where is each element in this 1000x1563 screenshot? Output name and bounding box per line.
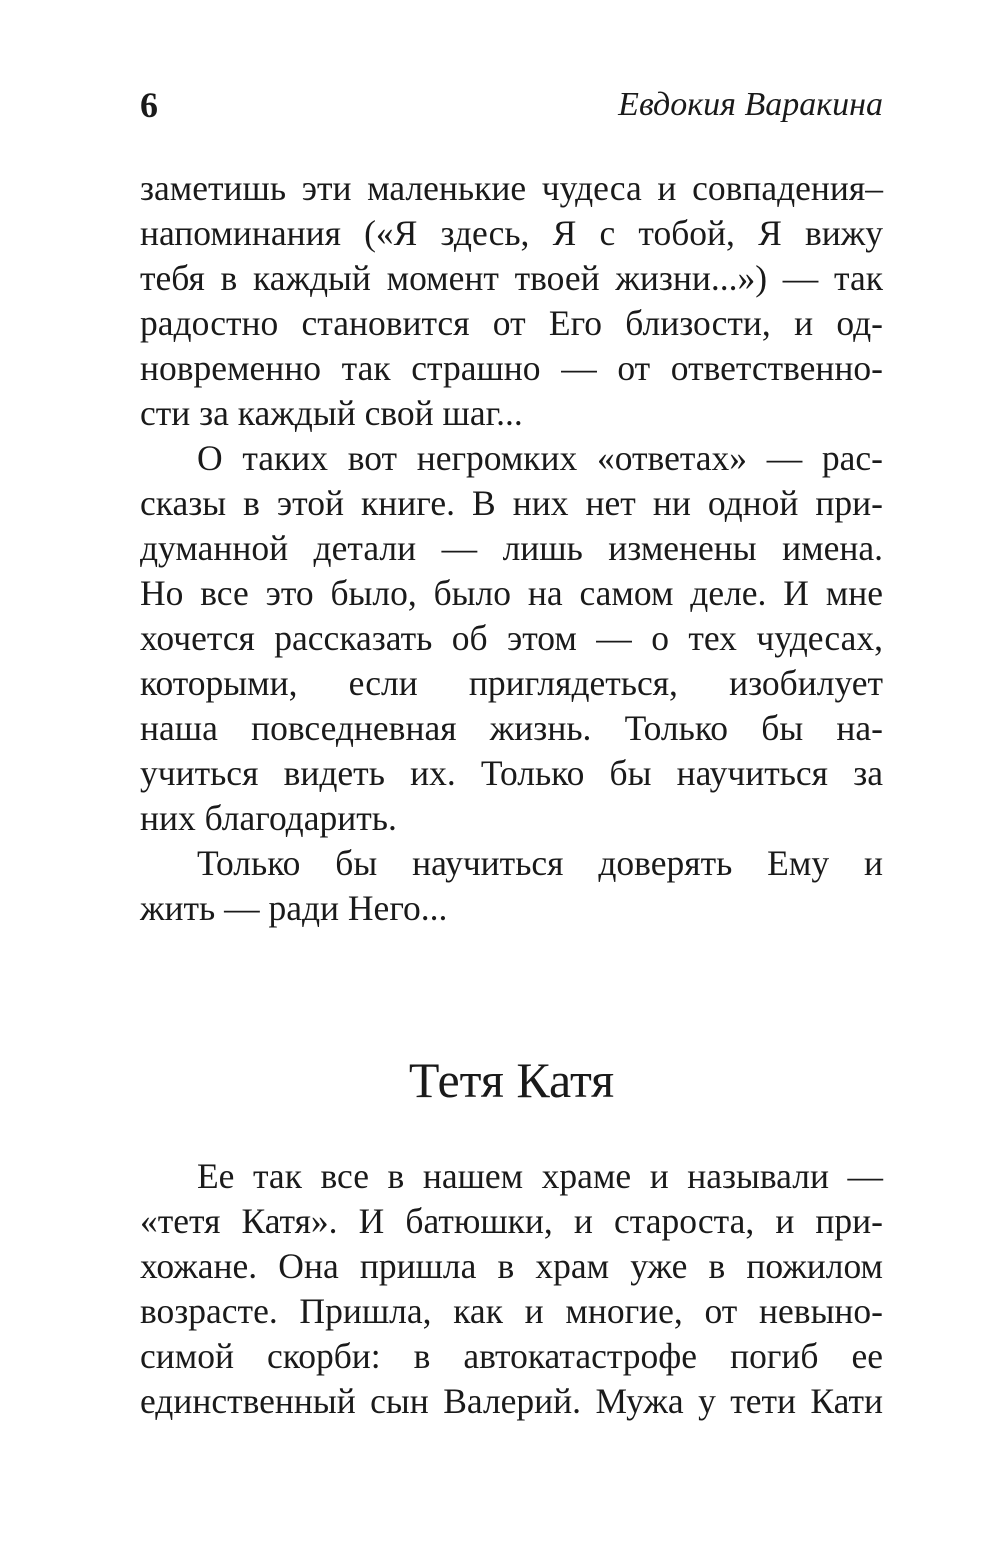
running-head — [140, 80, 883, 130]
text-line: новременно так страшно — от ответственно- — [140, 348, 883, 388]
intro-text — [140, 166, 883, 931]
text-line: Только бы научиться доверять Ему и — [197, 843, 883, 883]
text-line: симой скорби: в автокатастрофе погиб ее — [140, 1336, 883, 1376]
text-line: них благодарить. — [140, 798, 397, 838]
text-line: О таких вот негромких «ответах» — рас- — [197, 438, 883, 478]
page-number: 6 — [140, 85, 158, 125]
text-line: которыми, если приглядеться, изобилует — [140, 663, 883, 703]
text-line: напоминания («Я здесь, Я с тобой, Я вижу — [140, 213, 883, 253]
text-line: Ее так все в нашем храме и называли — — [197, 1156, 883, 1196]
chapter-title: Тетя Катя — [408, 1052, 615, 1108]
text-line: хочется рассказать об этом — о тех чудесах, — [140, 618, 883, 658]
text-line: сти за каждый свой шаг... — [140, 393, 523, 433]
text-line: наша повседневная жизнь. Только бы на- — [140, 708, 883, 748]
text-line: хожане. Она пришла в храм уже в пожилом — [140, 1246, 883, 1286]
chapter-text — [140, 1154, 883, 1424]
text-line: тебя в каждый момент твоей жизни...») — так — [140, 258, 883, 298]
text-line: заметишь эти маленькие чудеса и совпадения– — [140, 168, 883, 208]
text-line: единственный сын Валерий. Мужа у тети Кати — [140, 1381, 883, 1421]
text-line: сказы в этой книге. В них нет ни одной при- — [140, 483, 883, 523]
text-line: учиться видеть их. Только бы научиться за — [140, 753, 883, 793]
text-line: Но все это было, было на самом деле. И мне — [140, 573, 883, 613]
text-line: жить — ради Него... — [140, 888, 448, 928]
text-line: «тетя Катя». И батюшки, и староста, и при- — [140, 1201, 883, 1241]
text-line: радостно становится от Его близости, и од- — [140, 303, 883, 343]
author-name: Евдокия Варакина — [618, 86, 883, 123]
text-line: возрасте. Пришла, как и многие, от невыно- — [140, 1291, 883, 1331]
text-line: думанной детали — лишь изменены имена. — [140, 528, 883, 568]
